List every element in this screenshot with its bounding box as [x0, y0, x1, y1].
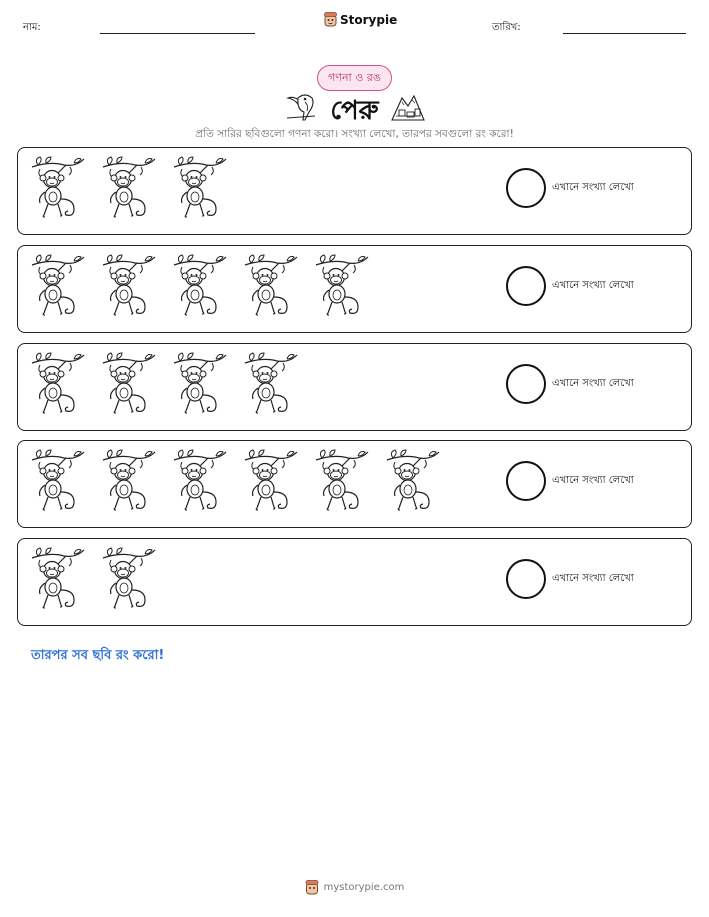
color-note: তারপর সব ছবি রং করো!	[31, 648, 165, 663]
page-title: পেরু	[330, 96, 379, 126]
footer-url[interactable]: mystorypie.com	[323, 882, 405, 893]
monkey-icon	[172, 448, 228, 514]
footer-brand	[0, 880, 709, 895]
answer-circle[interactable]	[506, 559, 546, 599]
answer-circle[interactable]	[506, 461, 546, 501]
name-label: নাম:	[23, 22, 41, 33]
date-label: তারিখ:	[492, 22, 521, 33]
answer-circle[interactable]	[506, 364, 546, 404]
answer-label: এখানে সংখ্যা লেখো	[552, 182, 634, 193]
monkey-icon	[30, 546, 86, 612]
answer-label: এখানে সংখ্যা লেখো	[552, 573, 634, 584]
monkey-icon	[243, 351, 299, 417]
answer-circle[interactable]	[506, 168, 546, 208]
machu-picchu-icon	[390, 92, 426, 122]
instruction-text: প্রতি সারির ছবিগুলো গণনা করো। সংখ্যা লেখো, তারপর সবগুলো রং করো!	[195, 128, 514, 140]
answer-circle[interactable]	[506, 266, 546, 306]
date-field[interactable]	[563, 33, 686, 34]
monkey-icon	[314, 448, 370, 514]
count-row-4	[17, 440, 692, 528]
monkey-icon	[30, 448, 86, 514]
answer-label: এখানে সংখ্যা লেখো	[552, 280, 634, 291]
monkey-icon	[30, 351, 86, 417]
name-field[interactable]	[100, 33, 255, 34]
monkey-icon	[172, 351, 228, 417]
monkey-icon	[101, 155, 157, 221]
monkey-icon	[172, 253, 228, 319]
monkey-icon	[172, 155, 228, 221]
monkey-icon	[101, 253, 157, 319]
count-row-1	[17, 147, 692, 235]
monkey-icon	[243, 253, 299, 319]
monkey-icon	[101, 448, 157, 514]
monkey-icon	[101, 351, 157, 417]
monkey-icon	[30, 155, 86, 221]
brand-name: Storypie	[340, 12, 398, 27]
storypie-logo-icon	[324, 12, 337, 27]
count-row-5	[17, 538, 692, 626]
monkey-icon	[314, 253, 370, 319]
monkey-icon	[243, 448, 299, 514]
count-row-3	[17, 343, 692, 431]
count-row-2	[17, 245, 692, 333]
monkey-icon	[385, 448, 441, 514]
monkey-icon	[30, 253, 86, 319]
monkey-icon	[101, 546, 157, 612]
storypie-logo-icon	[305, 880, 319, 895]
brand-header	[324, 12, 397, 27]
topic-badge: গণনা ও রঙ	[317, 65, 392, 91]
answer-label: এখানে সংখ্যা লেখো	[552, 378, 634, 389]
answer-label: এখানে সংখ্যা লেখো	[552, 475, 634, 486]
